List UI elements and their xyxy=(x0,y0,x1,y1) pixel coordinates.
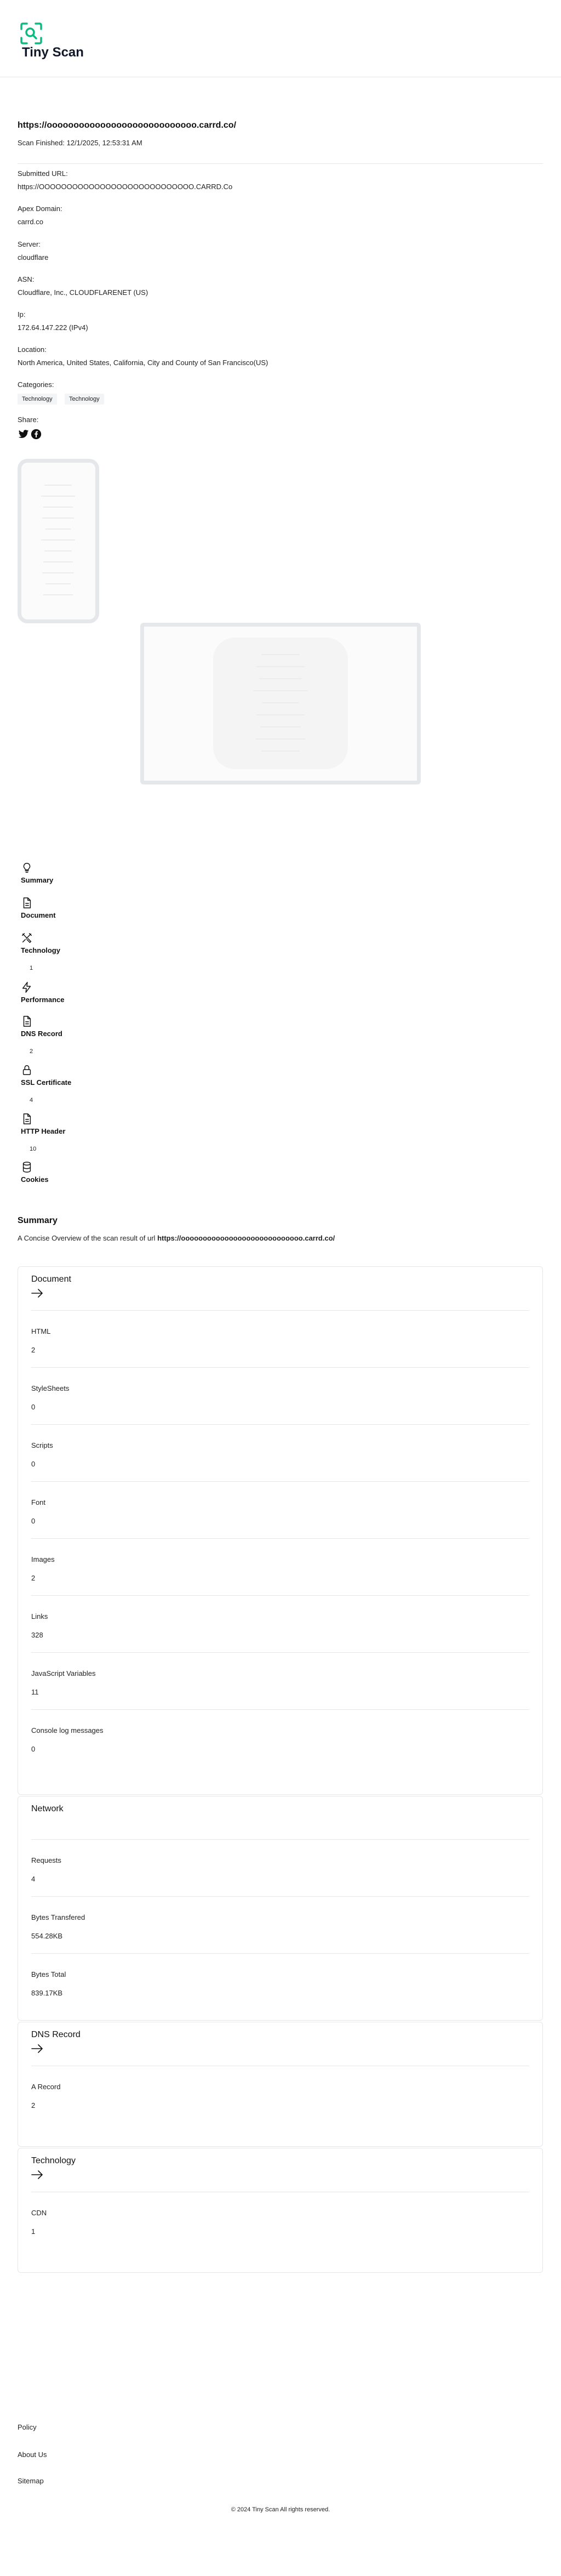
stat-label: Font xyxy=(31,1498,46,1506)
tools-icon xyxy=(21,932,33,944)
asn-value: Cloudflare, Inc., CLOUDFLARENET (US) xyxy=(18,288,148,297)
card-title: Document xyxy=(31,1275,71,1284)
location-value: North America, United States, California, City and County of San Francisco(US) xyxy=(18,359,268,367)
stat-value: 0 xyxy=(31,1517,36,1525)
twitter-icon[interactable] xyxy=(18,429,29,440)
summary-subtitle xyxy=(18,1234,335,1242)
technology-card xyxy=(18,2148,543,2273)
stat-value: 11 xyxy=(31,1688,39,1696)
apex-domain-value: carrd.co xyxy=(18,218,43,226)
desktop-screenshot[interactable] xyxy=(140,623,421,784)
summary-subtitle-text: A Concise Overview of the scan result of url xyxy=(18,1234,158,1242)
stat-value: 4 xyxy=(31,1875,36,1883)
submitted-url-value: https://OOOOOOOOOOOOOOOOOOOOOOOOOOOO.CARRD.Co xyxy=(18,183,233,191)
stat-label: Images xyxy=(31,1555,55,1563)
stat-label: StyleSheets xyxy=(31,1384,70,1392)
stat-row xyxy=(31,1896,529,1953)
card-title: DNS Record xyxy=(31,2030,81,2039)
stat-value: 2 xyxy=(31,1346,36,1354)
lightning-icon xyxy=(21,981,33,993)
stat-value: 554.28KB xyxy=(31,1932,63,1940)
submitted-url-label: Submitted URL: xyxy=(18,169,68,178)
stat-row xyxy=(31,1953,529,2010)
share-label: Share: xyxy=(18,416,39,424)
document-card xyxy=(18,1266,543,1795)
stat-row xyxy=(31,1652,529,1709)
nav-label: Performance xyxy=(21,996,65,1004)
lightbulb-icon xyxy=(21,862,33,874)
nav-count: 4 xyxy=(30,1097,33,1104)
app-title[interactable]: Tiny Scan xyxy=(22,45,84,60)
stat-value: 2 xyxy=(31,1574,36,1582)
footer-link-sitemap[interactable]: Sitemap xyxy=(18,2477,44,2485)
scan-finished-time: Scan Finished: 12/1/2025, 12:53:31 AM xyxy=(18,139,142,147)
stat-label: A Record xyxy=(31,2083,61,2091)
stat-value: 0 xyxy=(31,1745,36,1753)
nav-label: Summary xyxy=(21,876,54,884)
mobile-screenshot[interactable] xyxy=(18,459,99,623)
nav-label: Technology xyxy=(21,946,60,954)
nav-count: 10 xyxy=(30,1146,37,1152)
category-chip: Technology xyxy=(65,394,104,405)
nav-label: SSL Certificate xyxy=(21,1078,72,1087)
stat-row xyxy=(31,1310,529,1367)
stat-row xyxy=(31,1538,529,1595)
network-card xyxy=(18,1796,543,2021)
database-icon xyxy=(21,1161,33,1173)
document-icon xyxy=(21,1015,33,1027)
stat-value: 1 xyxy=(31,2227,36,2236)
copyright: © 2024 Tiny Scan All rights reserved. xyxy=(231,2506,330,2513)
ip-label: Ip: xyxy=(18,310,26,319)
apex-domain-label: Apex Domain: xyxy=(18,204,62,213)
site-header xyxy=(0,0,561,77)
footer-link-policy[interactable]: Policy xyxy=(18,2423,37,2431)
stat-label: Scripts xyxy=(31,1441,53,1449)
stat-row xyxy=(31,1595,529,1652)
stat-value: 0 xyxy=(31,1403,36,1411)
summary-subtitle-url: https://oooooooooooooooooooooooooooo.carrd.co/ xyxy=(157,1234,335,1242)
nav-label: DNS Record xyxy=(21,1030,62,1038)
arrow-right-icon[interactable] xyxy=(31,1289,43,1298)
server-value: cloudflare xyxy=(18,253,49,261)
nav-label: HTTP Header xyxy=(21,1127,66,1135)
stat-label: Bytes Total xyxy=(31,1970,66,1978)
stat-row xyxy=(31,1367,529,1424)
card-title: Network xyxy=(31,1804,64,1813)
divider xyxy=(18,163,543,164)
arrow-right-icon[interactable] xyxy=(31,2170,43,2179)
asn-label: ASN: xyxy=(18,275,35,283)
scan-logo-icon[interactable] xyxy=(20,22,43,45)
ip-value: 172.64.147.222 (IPv4) xyxy=(18,323,88,332)
arrow-right-icon[interactable] xyxy=(31,2044,43,2053)
scanned-url-title: https://oooooooooooooooooooooooooooo.carrd.co/ xyxy=(18,121,237,130)
stat-row xyxy=(31,2066,529,2123)
stat-label: JavaScript Variables xyxy=(31,1669,96,1677)
nav-count: 1 xyxy=(30,965,33,971)
stat-label: Links xyxy=(31,1612,48,1620)
summary-title: Summary xyxy=(18,1216,58,1225)
server-label: Server: xyxy=(18,240,41,248)
stat-label: Requests xyxy=(31,1856,61,1864)
stat-row xyxy=(31,1709,529,1766)
stat-label: Console log messages xyxy=(31,1726,104,1735)
stat-value: 0 xyxy=(31,1460,36,1468)
footer-link-about-us[interactable]: About Us xyxy=(18,2450,47,2459)
document-icon xyxy=(21,897,33,909)
facebook-icon[interactable] xyxy=(31,429,42,440)
nav-label: Cookies xyxy=(21,1175,49,1184)
stat-value: 328 xyxy=(31,1631,43,1639)
dns-record-card xyxy=(18,2022,543,2147)
document-icon xyxy=(21,1113,33,1125)
nav-label: Document xyxy=(21,911,56,919)
nav-count: 2 xyxy=(30,1048,33,1055)
stat-value: 839.17KB xyxy=(31,1989,63,1997)
stat-label: CDN xyxy=(31,2209,47,2217)
category-chip: Technology xyxy=(18,394,57,405)
stat-label: HTML xyxy=(31,1327,51,1335)
stat-row xyxy=(31,1424,529,1481)
stat-row xyxy=(31,2192,529,2249)
location-label: Location: xyxy=(18,345,47,354)
card-title: Technology xyxy=(31,2156,76,2165)
stat-value: 2 xyxy=(31,2101,36,2109)
stat-row xyxy=(31,1839,529,1896)
lock-icon xyxy=(21,1064,33,1076)
stat-label: Bytes Transfered xyxy=(31,1913,85,1921)
stat-row xyxy=(31,1481,529,1538)
categories-label: Categories: xyxy=(18,380,54,389)
